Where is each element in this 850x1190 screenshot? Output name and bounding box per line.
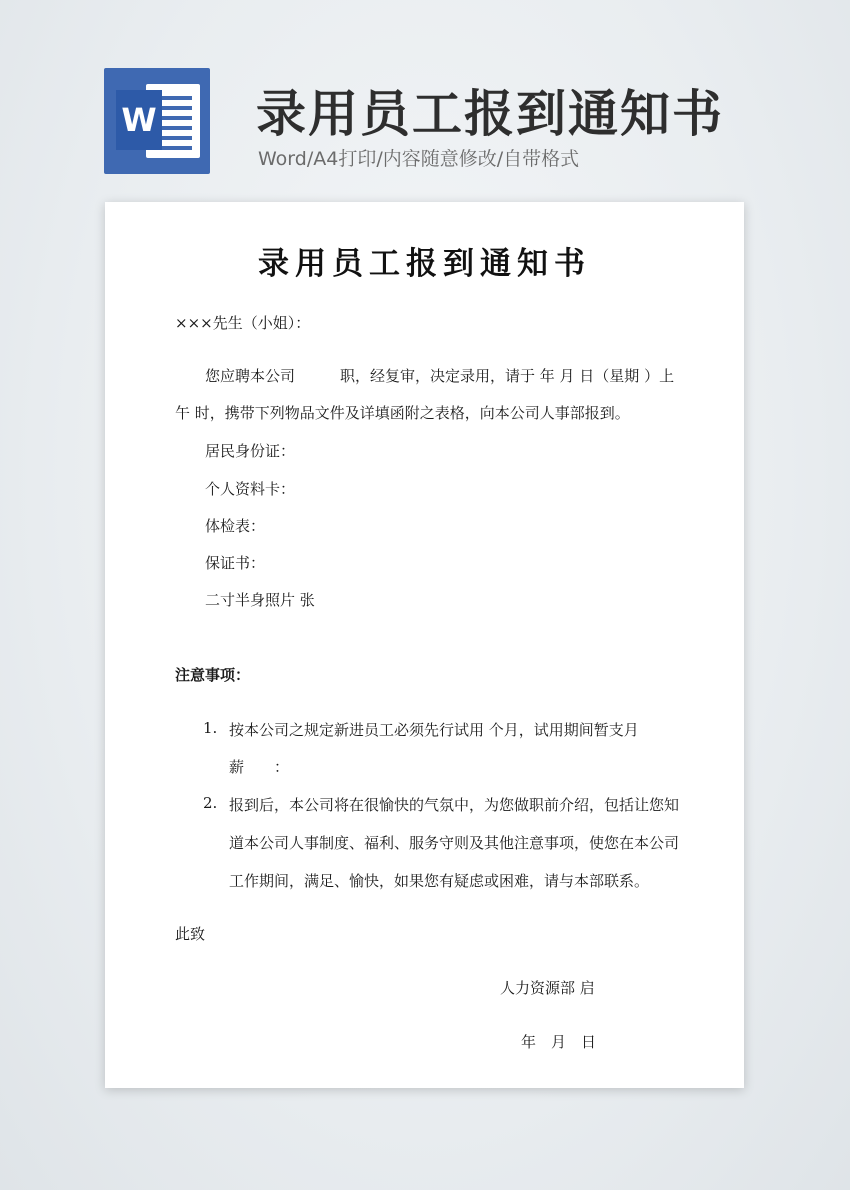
- list-item: 二寸半身照片 张: [205, 591, 315, 609]
- note-line: 道本公司人事制度、福利、服务守则及其他注意事项，使您在本公司: [229, 834, 680, 852]
- word-letter: W: [116, 90, 162, 150]
- salutation: ×××先生（小姐）：: [175, 314, 311, 332]
- note-line: 报到后，本公司将在很愉快的气氛中，为您做职前介绍，包括让您知: [229, 796, 680, 814]
- header-title: 录用员工报到通知书: [256, 85, 724, 143]
- closing: 此致: [175, 925, 206, 943]
- note-number: 1.: [203, 719, 218, 737]
- word-logo-icon: [104, 68, 210, 174]
- paragraph-line: 午 时，携带下列物品文件及详填函附之表格，向本公司人事部报到。: [175, 404, 630, 422]
- header-subtitle: Word/A4打印/内容随意修改/自带格式: [258, 148, 580, 170]
- paragraph-line: 您应聘本公司 职，经复审，决定录用，请于 年 月 日（星期 ）上: [205, 367, 675, 385]
- note-line: 按本公司之规定新进员工必须先行试用 个月，试用期间暂支月: [229, 721, 639, 739]
- notice-heading: 注意事项：: [175, 666, 251, 684]
- list-item: 体检表：: [205, 517, 266, 535]
- signature: 人力资源部 启: [500, 979, 595, 997]
- list-item: 保证书：: [205, 554, 266, 572]
- document-page: [105, 202, 744, 1088]
- note-line: 薪 ：: [229, 758, 290, 776]
- list-item: 个人资料卡：: [205, 480, 296, 498]
- list-item: 居民身份证：: [205, 442, 296, 460]
- note-line: 工作期间，满足、愉快，如果您有疑虑或困难，请与本部联系。: [229, 872, 650, 890]
- date-line: 年 月 日: [521, 1033, 597, 1051]
- document-title: 录用员工报到通知书: [258, 246, 591, 282]
- note-number: 2.: [203, 794, 218, 812]
